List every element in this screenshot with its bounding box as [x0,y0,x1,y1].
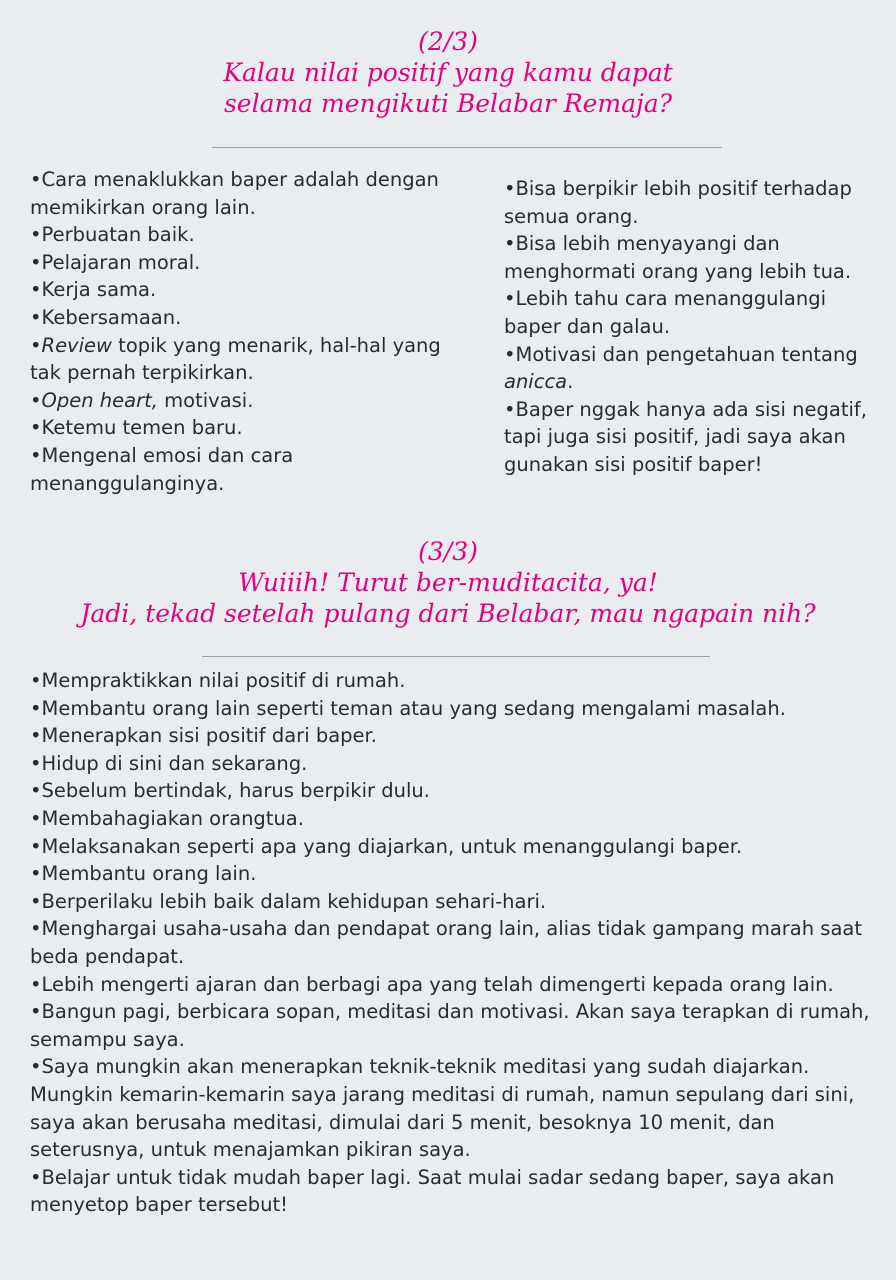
section2-number: (2/3) [418,27,478,56]
list-item-text: Hidup di sini dan sekarang. [41,751,308,775]
list-item [30,805,880,833]
list-item [30,166,470,221]
list-item [30,221,470,249]
list-item-italic: Open heart, [41,388,158,412]
list-item-text: Membantu orang lain seperti teman atau yang sedang mengalami masalah. [41,696,786,720]
section2-question-line1: Kalau nilai positif yang kamu dapat [223,58,673,87]
list-item-text: Perbuatan baik. [41,223,195,247]
list-item-text: Bisa lebih menyayangi dan menghormati orang yang lebih tua. [504,232,852,283]
list-item [30,695,880,723]
list-item-text: Kebersamaan. [41,305,182,329]
list-item [504,230,884,285]
list-item-text: Kerja sama. [41,278,157,302]
list-item-text: motivasi. [157,388,254,412]
list-item-tail: . [567,370,574,394]
list-item-text: Motivasi dan pengetahuan tentang [515,342,858,366]
list-item [504,175,884,230]
list-item [30,304,470,332]
list-item [30,915,880,970]
list-item-text: Baper nggak hanya ada sisi negatif, tapi juga sisi positif, jadi saya akan gunakan sisi positif baper! [504,397,867,476]
list-item-text: Belajar untuk tidak mudah baper lagi. Saat mulai sadar sedang baper, saya akan menyetop baper tersebut! [30,1165,835,1217]
list-item [30,1053,880,1163]
section2-right-list [504,175,884,479]
list-item [30,998,880,1053]
section3-question-line1: Wuiiih! Turut ber-muditacita, ya! [238,568,658,597]
list-item [30,387,470,415]
list-item [30,249,470,277]
list-item-text: Berperilaku lebih baik dalam kehidupan sehari-hari. [41,889,547,913]
list-item-text: Lebih mengerti ajaran dan berbagi apa yang telah dimengerti kepada orang lain. [41,972,834,996]
section2-heading [0,26,896,119]
section3-heading [0,536,896,629]
list-item-text: Ketemu temen baru. [41,416,243,440]
list-item-text: Saya mungkin akan menerapkan teknik-teknik meditasi yang sudah diajarkan. Mungkin kemarin-kemarin saya jarang meditasi di rumah, namun sepulang dari sini, saya akan berusaha meditasi, dimulai dari 5 menit, besoknya 10 menit, dan seterusnya, untuk menajamkan pikiran saya. [30,1055,855,1162]
section2-left-list [30,166,470,497]
list-item [30,722,880,750]
list-item [504,285,884,340]
list-item-italic: Review [41,333,112,357]
list-item-text: Menerapkan sisi positif dari baper. [41,724,377,748]
section3-list [30,667,880,1219]
list-item [504,341,884,396]
list-item-text: Menghargai usaha-usaha dan pendapat orang lain, alias tidak gampang marah saat beda pendapat. [30,917,863,968]
list-item-text: Mengenal emosi dan cara menanggulanginya. [30,443,294,495]
list-item-text: Membantu orang lain. [41,862,257,886]
list-item-text: Membahagiakan orangtua. [41,806,304,830]
list-item [30,442,470,497]
list-item-italic: anicca [504,370,568,394]
list-item [30,888,880,916]
list-item-text: Cara menaklukkan baper adalah dengan memikirkan orang lain. [30,168,439,219]
list-item-text: Lebih tahu cara menanggulangi baper dan galau. [504,287,827,338]
list-item [30,276,470,304]
list-item-text: Melaksanakan seperti apa yang diajarkan, untuk menanggulangi baper. [41,834,743,858]
section3-question-line2: Jadi, tekad setelah pulang dari Belabar, mau ngapain nih? [80,599,816,628]
list-item [30,667,880,695]
list-item-text: Sebelum bertindak, harus berpikir dulu. [41,779,430,803]
list-item-text: topik yang menarik, hal-hal yang tak pernah terpikirkan. [30,333,441,385]
list-item [30,833,880,861]
list-item [30,860,880,888]
list-item [504,396,884,479]
list-item [30,1164,880,1219]
list-item [30,971,880,999]
list-item [30,414,470,442]
section3-divider [202,656,710,657]
section2-divider [212,147,722,148]
list-item-text: Bangun pagi, berbicara sopan, meditasi dan motivasi. Akan saya terapkan di rumah, semampu saya. [30,1000,870,1051]
list-item-text: Mempraktikkan nilai positif di rumah. [41,669,406,692]
list-item [30,750,880,778]
list-item [30,332,470,387]
list-item-text: Pelajaran moral. [41,250,201,274]
list-item-text: Bisa berpikir lebih positif terhadap semua orang. [504,177,852,228]
section3-number: (3/3) [418,537,478,566]
list-item [30,777,880,805]
section2-question-line2: selama mengikuti Belabar Remaja? [223,89,673,118]
